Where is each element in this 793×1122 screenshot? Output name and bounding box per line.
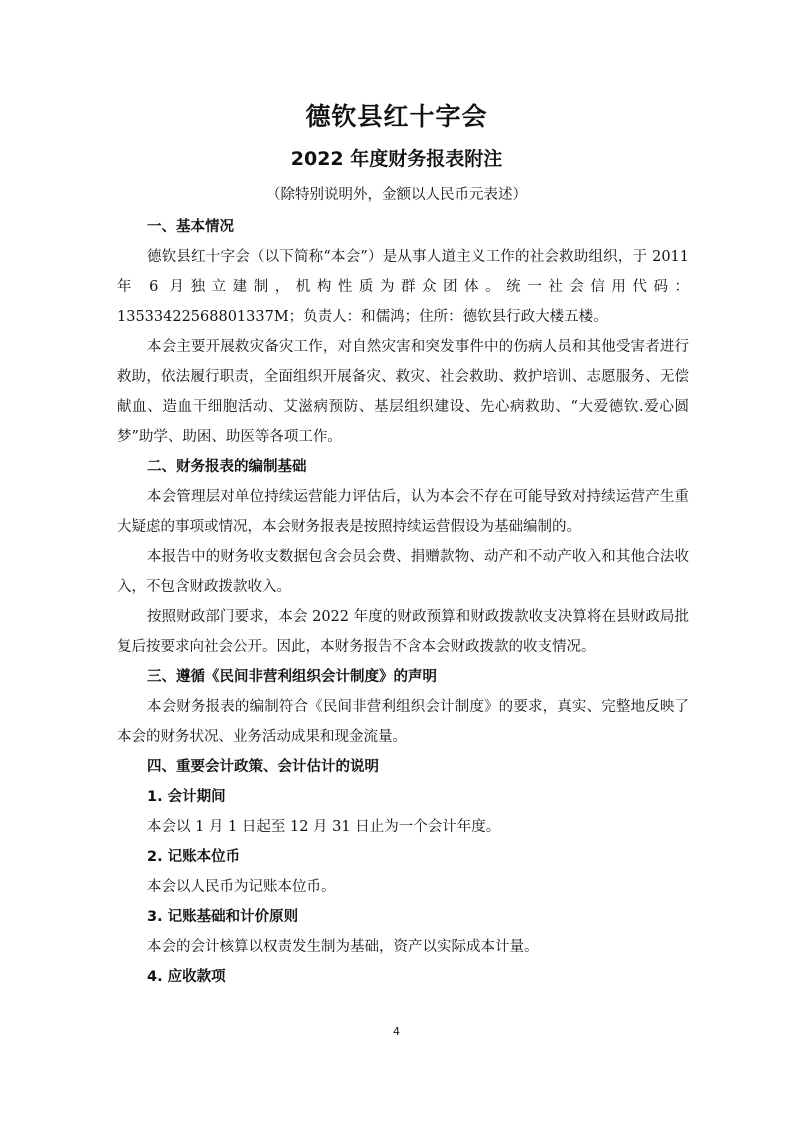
subheading-accounting-basis: 3. 记账基础和计价原则: [147, 909, 299, 925]
section-heading-basic-info: 一、基本情况: [147, 219, 234, 235]
document-body: [117, 212, 689, 992]
paragraph-data-scope: 本报告中的财务收支数据包含会员会费、捐赠款物、动产和不动产收入和其他合法收入，不包含财政拨款收入。: [117, 549, 689, 595]
section-heading-accounting-policies: 四、重要会计政策、会计估计的说明: [147, 759, 379, 775]
subheading-accounting-period: 1. 会计期间: [147, 789, 226, 805]
currency-note: （除特别说明外，金额以人民币元表述）: [266, 187, 527, 203]
paragraph-org-work: 本会主要开展救灾备灾工作，对自然灾害和突发事件中的伤病人员和其他受害者进行救助，依法履行职责，全面组织开展备灾、救灾、社会救助、救护培训、志愿服务、无偿献血、造血干细胞活动、艾滋病预防、基层组织建设、先心病救助、“大爱德钦.爱心圆梦”助学、助困、助医等各项工作。: [117, 339, 689, 445]
subheading-receivables: 4. 应收款项: [147, 969, 226, 985]
document-subtitle: 2022 年度财务报表附注: [290, 148, 503, 170]
page-number: 4: [393, 1025, 400, 1038]
section-heading-compliance-statement: 三、遵循《民间非营利组织会计制度》的声明: [147, 669, 437, 685]
section-heading-preparation-basis: 二、财务报表的编制基础: [147, 459, 307, 475]
paragraph-org-intro: 德钦县红十字会（以下简称“本会”）是从事人道主义工作的社会救助组织，于 2011 年 6 月独立建制，机构性质为群众团体。统一社会信用代码：13533422568801337M；负责人：和儒鸿；住所：德钦县行政大楼五楼。: [117, 249, 689, 325]
paragraph-accounting-basis: 本会的会计核算以权责发生制为基础，资产以实际成本计量。: [147, 939, 539, 955]
paragraph-going-concern: 本会管理层对单位持续运营能力评估后，认为本会不存在可能导致对持续运营产生重大疑虑的事项或情况，本会财务报表是按照持续运营假设为基础编制的。: [117, 489, 689, 535]
subheading-functional-currency: 2. 记账本位币: [147, 849, 241, 865]
paragraph-compliance: 本会财务报表的编制符合《民间非营利组织会计制度》的要求，真实、完整地反映了本会的财务状况、业务活动成果和现金流量。: [117, 699, 689, 745]
paragraph-functional-currency: 本会以人民币为记账本位币。: [147, 879, 336, 895]
paragraph-accounting-period: 本会以 1 月 1 日起至 12 月 31 日止为一个会计年度。: [147, 819, 501, 835]
document-title: 德钦县红十字会: [305, 102, 488, 131]
paragraph-fiscal-disclosure: 按照财政部门要求，本会 2022 年度的财政预算和财政拨款收支决算将在县财政局批复后按要求向社会公开。因此，本财务报告不含本会财政拨款的收支情况。: [117, 609, 689, 655]
